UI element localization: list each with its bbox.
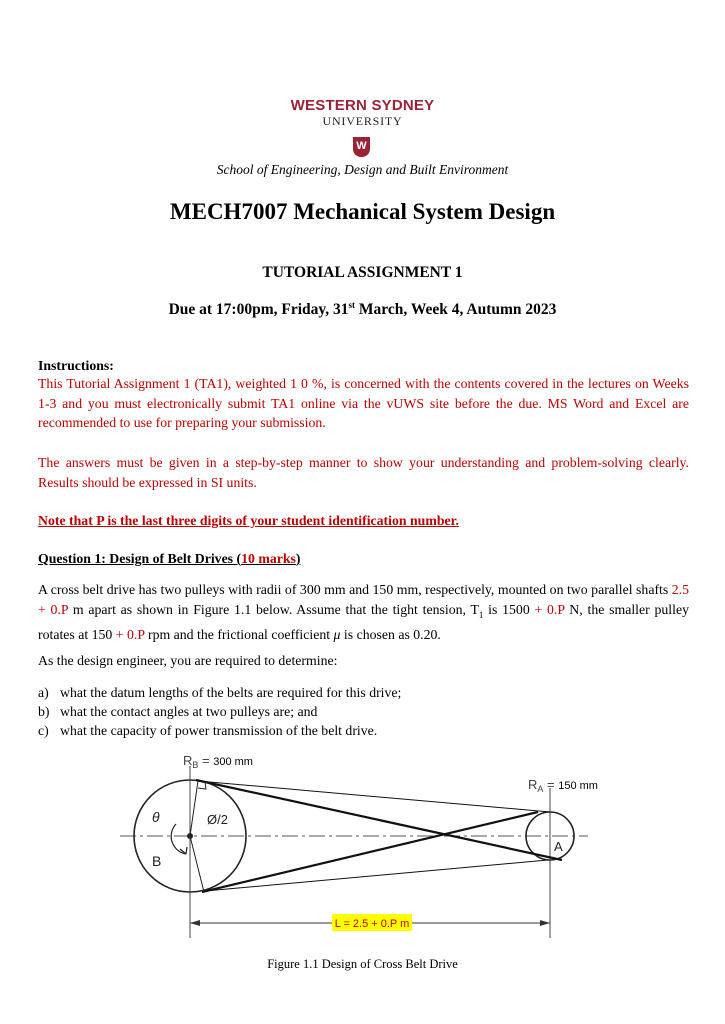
belt-lower-to-upper (202, 812, 538, 892)
theta-arc (171, 824, 186, 854)
half-angle-label: Ø/2 (207, 812, 228, 827)
rb-label: $R_B = 300$ mm (183, 753, 253, 770)
cross-belt-drive-diagram (110, 748, 620, 948)
ra-label: $R_A = 150$ mm (528, 777, 598, 794)
university-shield-icon: W (353, 137, 370, 157)
question-1-title: Question 1: Design of Belt Drives (10 marks) (38, 551, 301, 566)
pulley-b-label: B (152, 853, 162, 869)
school-name: School of Engineering, Design and Built Environment (216, 162, 509, 177)
figure-caption: Figure 1.1 Design of Cross Belt Drive (267, 957, 458, 971)
question-1-intro: As the design engineer, you are required to determine: (38, 653, 338, 668)
university-logo-wordmark: WESTERN SYDNEY (290, 97, 435, 114)
list-item: b) what the contact angles at two pulleys are; and (38, 704, 318, 719)
list-item: a) what the datum lengths of the belts are required for this drive; (38, 685, 402, 700)
belt-inner-line-1 (198, 781, 550, 812)
instructions-paragraph-1: This Tutorial Assignment 1 (TA1), weighted 1 0 %, is concerned with the contents covered in the lectures on Weeks 1-3 and you must electronically submit TA1 online via the vUWS site before the due. MS Word and Excel are recommended to use for preparing your submission. (38, 376, 689, 430)
instructions-heading: Instructions: (38, 358, 114, 373)
student-id-note: Note that P is the last three digits of your student identification number. (38, 513, 459, 528)
university-logo-subtitle: UNIVERSITY (322, 114, 403, 128)
theta-label: θ (152, 809, 160, 825)
radius-line (190, 781, 198, 836)
length-label: L = 2.5 + 0.P m (334, 918, 410, 930)
right-angle-marker (198, 782, 206, 789)
question-1-body: A cross belt drive has two pulleys with radii of 300 mm and 150 mm, respectively, mounted on two parallel shafts 2.5 + 0.P m apart as shown in Figure 1.1 below. Assume that the tight tension, $T_1$ is 1500 + 0.P N, the smaller pulley rotates at 150 + 0.P rpm and the frictional coefficient μ is chosen as 0.20. (38, 582, 689, 642)
course-title: MECH7007 Mechanical System Design (169, 199, 556, 224)
list-item: c) what the capacity of power transmission of the belt drive. (38, 723, 378, 738)
radius-line-lower (190, 836, 204, 892)
dimension-arrow-left-icon (190, 920, 200, 926)
question-1-list (38, 683, 689, 740)
due-date: Due at 17:00pm, Friday, 31st March, Week 4, Autumn 2023 (168, 300, 557, 319)
pulley-a-label: A (554, 839, 563, 854)
belt-inner-line-2 (205, 860, 548, 891)
assignment-title: TUTORIAL ASSIGNMENT 1 (262, 264, 463, 281)
dimension-arrow-right-icon (540, 920, 550, 926)
instructions-paragraph-2: The answers must be given in a step-by-step manner to show your understanding and problem-solving clearly. Results should be expressed in SI units. (38, 455, 689, 490)
